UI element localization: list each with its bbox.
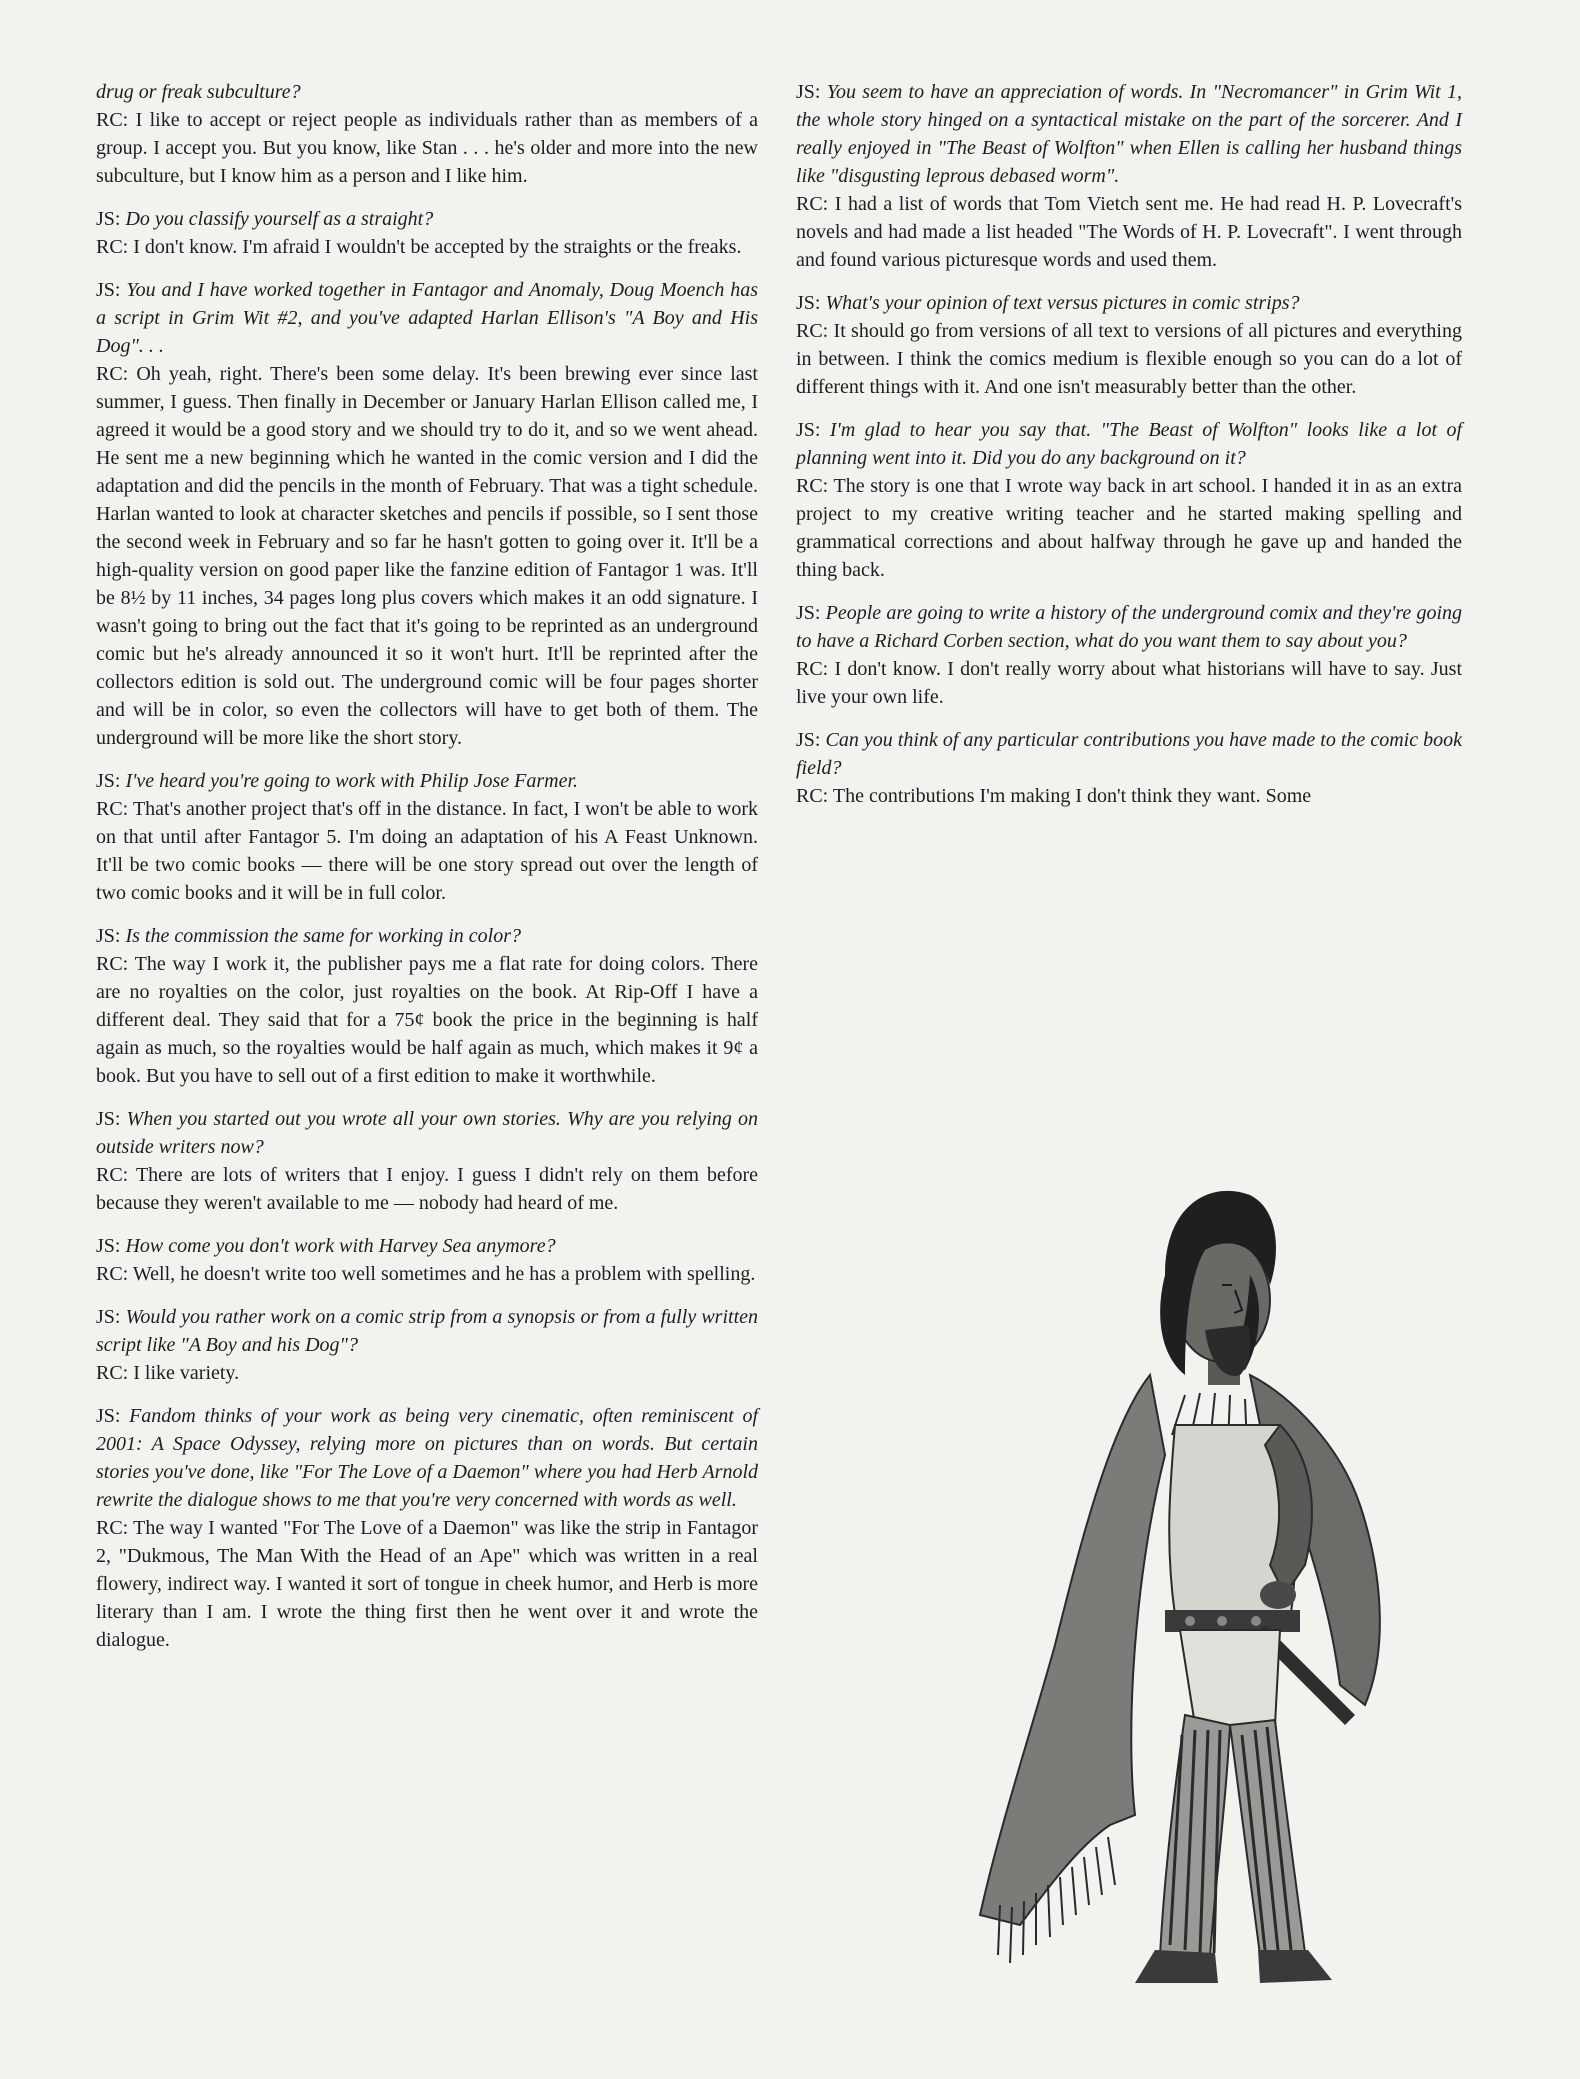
answer-speaker: RC: — [796, 193, 829, 215]
interview-exchange — [96, 276, 758, 752]
question-speaker: JS: — [96, 1235, 121, 1257]
answer-text: The story is one that I wrote way back in art school. I handed it in as an extra project to my creative writing teacher and he started making spelling and grammatical corrections and about halfway through he gave up and handed the thing back. — [796, 475, 1463, 581]
question-speaker: JS: — [796, 729, 821, 751]
opening-answer — [96, 106, 758, 190]
answer-speaker: RC: — [796, 658, 829, 680]
answer-text: I had a list of words that Tom Vietch sent me. He had read H. P. Lovecraft's novels and had made a list headed "The Words of H. P. Lovecraft". I went through and found various picturesque words and used them. — [796, 193, 1463, 271]
answer-speaker: RC: — [96, 363, 129, 385]
question-speaker: JS: — [796, 292, 821, 314]
question-text: I'm glad to hear you say that. "The Beast of Wolfton" looks like a lot of planning went into it. Did you do any background on it? — [796, 419, 1462, 469]
question-speaker: JS: — [796, 602, 821, 624]
interview-exchange — [96, 1402, 758, 1654]
answer-text: I don't know. I don't really worry about what historians will have to say. Just live your own life. — [796, 658, 1462, 708]
question-text: People are going to write a history of the underground comix and they're going to have a Richard Corben section, what do you want them to say about you? — [796, 602, 1463, 652]
question-text: When you started out you wrote all your own stories. Why are you relying on outside writers now? — [96, 1108, 759, 1158]
question-speaker: JS: — [96, 770, 121, 792]
question-text: You and I have worked together in Fantagor and Anomaly, Doug Moench has a script in Grim Wit #2, and you've adapted Harlan Ellison's "A Boy and His Dog". . . — [96, 279, 758, 357]
question-speaker: JS: — [96, 1405, 121, 1427]
answer-speaker: RC: — [96, 798, 129, 820]
answer-speaker: RC: — [96, 236, 129, 258]
interview-exchange — [96, 205, 758, 261]
answer-speaker: RC: — [96, 1263, 129, 1285]
question-text: Do you classify yourself as a straight? — [125, 208, 434, 230]
question-text: How come you don't work with Harvey Sea anymore? — [125, 1235, 556, 1257]
answer-speaker: RC: — [96, 109, 129, 131]
question-speaker: JS: — [796, 81, 821, 103]
answer-speaker: RC: — [96, 1164, 129, 1186]
question-text: Is the commission the same for working in color? — [125, 925, 521, 947]
answer-speaker: RC: — [96, 953, 129, 975]
answer-text: I don't know. I'm afraid I wouldn't be accepted by the straights or the freaks. — [133, 236, 742, 258]
question-text: Fandom thinks of your work as being very cinematic, often reminiscent of 2001: A Space Odyssey, relying more on pictures than on words. But certain stories you've done, like "For The Love of a Daemon" where you had Herb Arnold rewrite the dialogue shows to me that you're very concerned with words as well. — [96, 1405, 759, 1511]
interview-exchange — [796, 599, 1462, 711]
interview-exchange — [96, 922, 758, 1090]
question-speaker: JS: — [96, 208, 121, 230]
answer-text: That's another project that's off in the distance. In fact, I won't be able to work on that until after Fantagor 5. I'm doing an adaptation of his A Feast Unknown. It'll be two comic books — there will be one story spread out over the length of two comic books and it will be in full color. — [96, 798, 758, 904]
right-text-column — [796, 78, 1462, 825]
interview-exchange — [796, 726, 1462, 810]
answer-text: Oh yeah, right. There's been some delay. It's been brewing ever since last summer, I guess. Then finally in December or January Harlan Ellison called me, I agreed it would be a good story and we should try to do it, and so we went ahead. He sent me a new beginning which he wanted in the comic version and I did the adaptation and did the pencils in the month of February. That was a tight schedule. Harlan wanted to look at character sketches and pencils if possible, so I sent those the second week in February and so far he hasn't gotten to going over it. It'll be a high-quality version on good paper like the fanzine edition of Fantagor 1 was. It'll be 8½ by 11 inches, 34 pages long plus covers which makes it an odd signature. I wasn't going to bring out the fact that it's going to be reprinted as an underground comic but he's already announced it so it won't hurt. It'll be reprinted after the collectors edition is sold out. The underground comic will be four pages shorter and will be in color, so even the collectors will have to get both of them. The underground will be more like the short story. — [96, 363, 758, 749]
question-text: What's your opinion of text versus pictures in comic strips? — [825, 292, 1300, 314]
answer-speaker: RC: — [96, 1517, 129, 1539]
interview-exchange — [96, 767, 758, 907]
question-text: You seem to have an appreciation of words. In "Necromancer" in Grim Wit 1, the whole story hinged on a syntactical mistake on the part of the sorcerer. And I really enjoyed in "The Beast of Wolfton" when Ellen is calling her husband things like "disgusting leprous debased worm". — [796, 81, 1463, 187]
answer-text: The way I wanted "For The Love of a Daemon" was like the strip in Fantagor 2, "Dukmous, The Man With the Head of an Ape" which was written in a real flowery, indirect way. I wanted it sort of tongue in cheek humor, and Herb is more literary than I am. I wrote the thing first then he went over it and wrote the dialogue. — [96, 1517, 759, 1651]
interview-exchange — [96, 1105, 758, 1217]
question-speaker: JS: — [796, 419, 821, 441]
question-text: Can you think of any particular contributions you have made to the comic book field? — [796, 729, 1463, 779]
question-speaker: JS: — [96, 279, 121, 301]
question-speaker: JS: — [96, 1306, 121, 1328]
answer-text: There are lots of writers that I enjoy. I guess I didn't rely on them before because they weren't available to me — nobody had heard of me. — [96, 1164, 759, 1214]
question-speaker: JS: — [96, 1108, 121, 1130]
answer-text: I like variety. — [133, 1362, 240, 1384]
opening-question-fragment: drug or freak subculture? — [96, 81, 301, 103]
question-speaker: JS: — [96, 925, 121, 947]
question-text: Would you rather work on a comic strip from a synopsis or from a fully written script like "A Boy and his Dog"? — [96, 1306, 758, 1356]
answer-text: Well, he doesn't write too well sometimes and he has a problem with spelling. — [132, 1263, 756, 1285]
left-text-column — [96, 78, 758, 1669]
ink-wash-drawing — [960, 1125, 1460, 1995]
question-text: I've heard you're going to work with Philip Jose Farmer. — [125, 770, 579, 792]
interview-exchange — [796, 416, 1462, 584]
interview-exchange — [796, 289, 1462, 401]
answer-speaker: RC: — [96, 1362, 129, 1384]
cloaked-figure-illustration — [960, 1125, 1460, 1995]
interview-exchange — [796, 78, 1462, 274]
answer-text: The way I work it, the publisher pays me a flat rate for doing colors. There are no royalties on the color, just royalties on the book. At Rip-Off I have a different deal. They said that for a 75¢ book the price in the beginning is half again as much, so the royalties would be half again as much, which makes it 9¢ a book. But you have to sell out of a first edition to make it worthwhile. — [96, 953, 759, 1087]
answer-speaker: RC: — [796, 320, 829, 342]
answer-speaker: RC: — [796, 475, 829, 497]
interview-exchange — [96, 1303, 758, 1387]
answer-text: It should go from versions of all text to versions of all pictures and everything in between. I think the comics medium is flexible enough so you can do a lot of different things with it. And one isn't measurably better than the other. — [796, 320, 1462, 398]
answer-speaker: RC: — [796, 785, 829, 807]
interview-exchange — [96, 1232, 758, 1288]
answer-text: The contributions I'm making I don't think they want. Some — [832, 785, 1312, 807]
answer-text: I like to accept or reject people as individuals rather than as members of a group. I accept you. But you know, like Stan . . . he's older and more into the new subculture, but I know him as a person and I like him. — [96, 109, 759, 187]
